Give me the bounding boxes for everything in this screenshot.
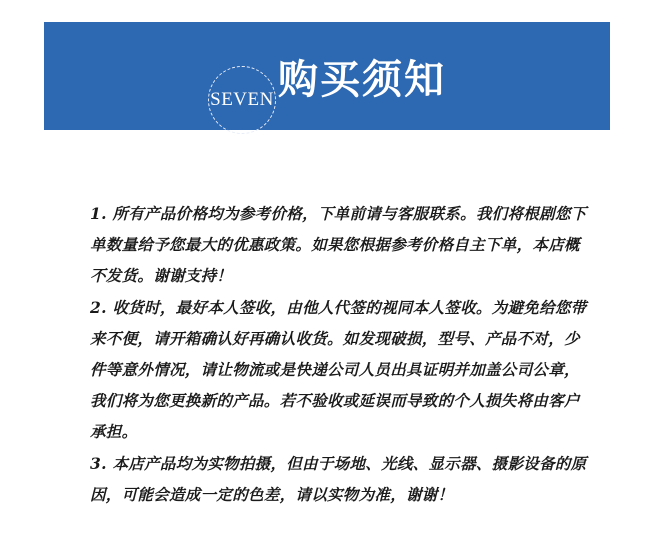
page-title: 购买须知: [278, 56, 446, 103]
notice-item: 3. 本店产品均为实物拍摄，但由于场地、光线、显示器、摄影设备的原因，可能会造成一定的色差，请以实物为准，谢谢！: [90, 454, 587, 504]
notice-item: 2. 收货时，最好本人签收，由他人代签的视同本人签收。为避免给您带来不便，请开箱确认好再确认收货。如发现破损，型号、产品不对，少件等意外情况，请让物流或是快递公司人员出具证明并加盖公司公章，我们将为您更换新的产品。若不验收或延误而导致的个人损失将由客户承担。: [90, 298, 587, 441]
seven-seal-badge: [208, 66, 276, 134]
notice-list: [90, 198, 590, 511]
seal-label: SEVEN: [210, 89, 274, 110]
notice-item: 1. 所有产品价格均为参考价格，下单前请与客服联系。我们将根剧您下单数量给予您最大的优惠政策。如果您根据参考价格自主下单，本店概不发货。谢谢支持！: [90, 204, 587, 285]
header-banner: [44, 22, 610, 130]
